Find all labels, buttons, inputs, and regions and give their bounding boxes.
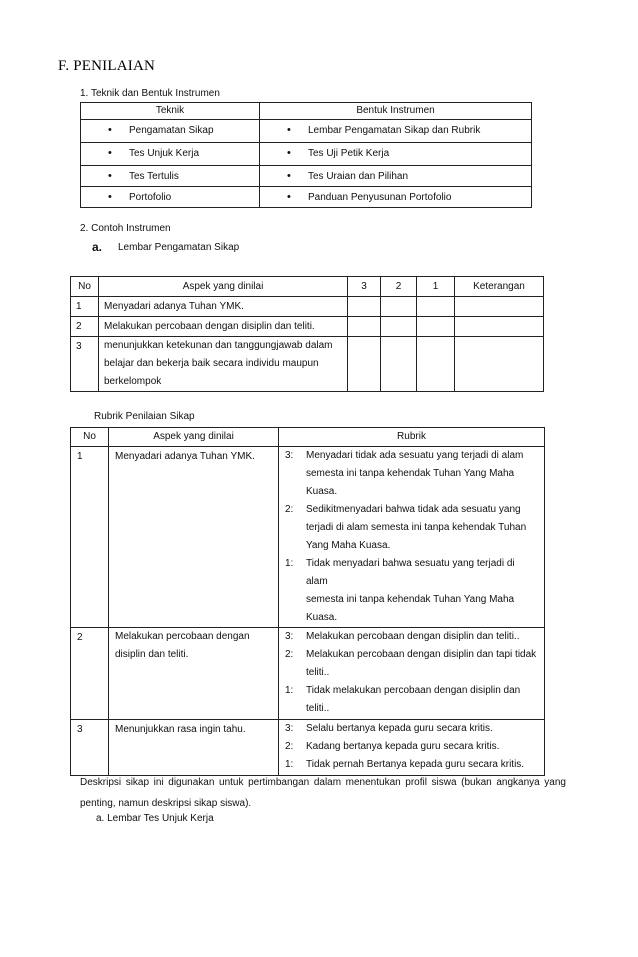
rubric-row-aspect: Menyadari adanya Tuhan YMK. [109, 447, 279, 628]
obs-aspect-line: berkelompok [104, 376, 162, 387]
rubric-row-no: 2 [71, 628, 109, 720]
rubric-text [306, 682, 544, 718]
rubric-text [306, 447, 544, 501]
rubric-line: Yang Maha Kuasa. [306, 540, 391, 551]
rubric-item [279, 628, 544, 646]
rubric-row-aspect: Menunjukkan rasa ingin tahu. [109, 720, 279, 776]
rubric-line: Melakukan percobaan dengan disiplin dan teliti.. [306, 631, 520, 642]
obs-row-no: 3 [71, 337, 99, 392]
instrument-cell: • Tes Uji Petik Kerja [260, 143, 531, 160]
rubric-item [279, 447, 544, 501]
obs-header-note: Keterangan [455, 277, 544, 297]
rubric-text: Selalu bertanya kepada guru secara kritis. [306, 723, 493, 734]
rubric-item [279, 738, 544, 756]
rubric-header-rubric: Rubrik [279, 428, 545, 447]
rubric-line: teliti.. [306, 703, 330, 714]
sub-title: Lembar Pengamatan Sikap [118, 242, 240, 253]
next-item: a. Lembar Tes Unjuk Kerja [96, 813, 214, 824]
rubric-row-aspect [109, 628, 279, 720]
rubric-text [306, 646, 544, 682]
rubric-cell [279, 447, 545, 628]
instrument-header: Bentuk Instrumen [260, 103, 532, 120]
obs-row-aspect: Melakukan percobaan dengan disiplin dan teliti. [99, 317, 348, 337]
rubric-line: Kuasa. [306, 612, 338, 623]
technique-cell: • Tes Tertulis [81, 166, 259, 183]
obs-row-aspect [99, 337, 348, 392]
rubric-cell [279, 720, 545, 776]
rubric-line: Menyadari tidak ada sesuatu yang terjadi di alam [306, 450, 524, 461]
obs-header-score-2: 2 [381, 277, 417, 297]
rubric-score: 3: [285, 450, 294, 461]
page-heading: F. PENILAIAN [58, 58, 156, 74]
observation-table [70, 276, 544, 392]
rubric-line: Tidak melakukan percobaan dengan disiplin dan [306, 685, 521, 696]
rubric-aspect-line: disiplin dan teliti. [115, 649, 189, 660]
rubric-header-no: No [71, 428, 109, 447]
obs-header-score-1: 1 [417, 277, 455, 297]
instrument-cell: • Tes Uraian dan Pilihan [260, 166, 531, 183]
section-2-title: 2. Contoh Instrumen [80, 223, 171, 234]
obs-aspect-line: menunjukkan ketekunan dan tanggungjawab dalam [104, 340, 333, 351]
rubric-item [279, 646, 544, 682]
rubric-score: 3: [285, 723, 294, 734]
rubric-line: teliti.. [306, 667, 330, 678]
rubric-item [279, 501, 544, 555]
rubric-line: Sedikitmenyadari bahwa tidak ada sesuatu yang [306, 504, 521, 515]
obs-row-no: 2 [71, 317, 99, 337]
obs-header-score-3: 3 [348, 277, 381, 297]
rubric-score: 3: [285, 631, 294, 642]
rubric-score: 1: [285, 558, 294, 569]
rubric-line: semesta ini tanpa kehendak Tuhan Yang Maha [306, 594, 515, 605]
rubric-text [306, 501, 544, 555]
rubric-text [306, 628, 544, 646]
obs-row-aspect: Menyadari adanya Tuhan YMK. [99, 297, 348, 317]
rubric-line: Melakukan percobaan dengan disiplin dan tapi tidak [306, 649, 537, 660]
rubric-score: 2: [285, 649, 294, 660]
rubric-title: Rubrik Penilaian Sikap [94, 411, 195, 422]
obs-aspect-line: belajar dan bekerja baik secara individu maupun [104, 358, 319, 369]
rubric-line: semesta ini tanpa kehendak Tuhan Yang Maha [306, 468, 515, 479]
obs-header-no: No [71, 277, 99, 297]
rubric-table [70, 427, 545, 776]
rubric-item [279, 555, 544, 627]
rubric-row-no: 1 [71, 447, 109, 628]
rubric-text: Tidak pernah Bertanya kepada guru secara kritis. [306, 759, 525, 770]
rubric-score: 1: [285, 685, 294, 696]
rubric-score: 1: [285, 759, 294, 770]
rubric-aspect-line: Melakukan percobaan dengan [115, 631, 250, 642]
technique-table [80, 102, 532, 208]
instrument-cell: • Panduan Penyusunan Portofolio [260, 187, 531, 204]
rubric-line: Tidak menyadari bahwa sesuatu yang terjadi di alam [306, 558, 515, 587]
rubric-line: Kuasa. [306, 486, 338, 497]
rubric-item [279, 682, 544, 718]
obs-row-no: 1 [71, 297, 99, 317]
rubric-header-aspect: Aspek yang dinilai [109, 428, 279, 447]
technique-cell: • Pengamatan Sikap [81, 120, 259, 137]
technique-cell: • Portofolio [81, 187, 259, 204]
rubric-score: 2: [285, 504, 294, 515]
rubric-score: 2: [285, 741, 294, 752]
rubric-text: Kadang bertanya kepada guru secara kritis. [306, 741, 500, 752]
rubric-line: terjadi di alam semesta ini tanpa kehendak Tuhan [306, 522, 527, 533]
rubric-item [279, 720, 544, 738]
technique-header: Teknik [81, 103, 260, 120]
section-1-title: 1. Teknik dan Bentuk Instrumen [80, 88, 220, 99]
instrument-cell: • Lembar Pengamatan Sikap dan Rubrik [260, 120, 531, 137]
obs-header-aspect: Aspek yang dinilai [99, 277, 348, 297]
sub-letter: a. [92, 240, 103, 254]
technique-cell: • Tes Unjuk Kerja [81, 143, 259, 160]
rubric-cell [279, 628, 545, 720]
rubric-text [306, 555, 544, 627]
rubric-row-no: 3 [71, 720, 109, 776]
description-paragraph: Deskripsi sikap ini digunakan untuk pertimbangan dalam menentukan profil siswa (bukan angkanya yang penting, namun deskripsi sikap siswa). [80, 777, 566, 809]
